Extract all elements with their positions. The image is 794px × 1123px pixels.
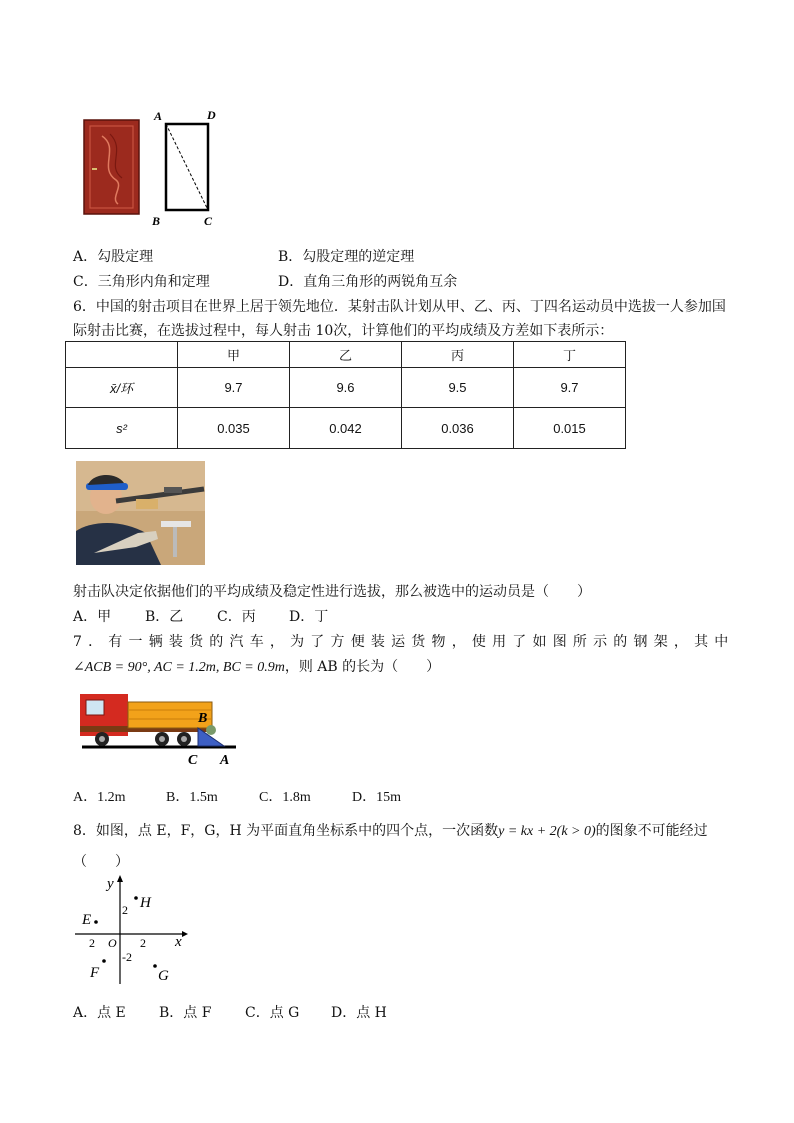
truck-figure xyxy=(78,688,238,768)
q8-options xyxy=(73,1002,387,1022)
q7-options xyxy=(73,786,401,806)
q8-option-a: A．点 E xyxy=(73,1005,126,1021)
origin-label: O xyxy=(108,936,117,950)
table-row xyxy=(66,368,626,408)
tick-neg-y: -2 xyxy=(122,950,132,964)
q7-option-d: D．15m xyxy=(352,790,401,805)
q8-option-b: B．点 F xyxy=(159,1005,212,1021)
table-cell: 0.042 xyxy=(290,408,402,449)
tick-neg-x: 2 xyxy=(89,936,95,950)
label-a: A xyxy=(154,109,163,123)
point-f-label: F xyxy=(90,965,100,981)
label-a: A xyxy=(220,753,230,768)
coordinate-figure xyxy=(70,870,195,988)
q6-question: 射击队决定依据他们的平均成绩及稳定性进行选拔，那么被选中的运动员是（ ） xyxy=(73,584,591,600)
axis-y-label: y xyxy=(107,876,114,892)
door-diagonal xyxy=(166,124,208,210)
table-row-label: x̄/环 xyxy=(66,368,178,408)
q6-option-a: A．甲 xyxy=(73,609,112,625)
table-header-cell xyxy=(66,342,178,368)
q5-option-c: C．三角形内角和定理 xyxy=(73,274,210,290)
q5-option-b: B．勾股定理的逆定理 xyxy=(278,249,415,265)
q6-stem-line1: 6．中国的射击项目在世界上居于领先地位．某射击队计划从甲、乙、丙、丁四名运动员中选拔一人参加国 xyxy=(73,299,726,315)
tick-pos-x: 2 xyxy=(140,936,146,950)
q8-function-math: y = kx + 2(k > 0) xyxy=(498,824,596,839)
q8-option-d: D．点 H xyxy=(331,1005,387,1021)
point-h-label: H xyxy=(140,895,151,911)
table-cell: 0.036 xyxy=(402,408,514,449)
table-cell: 9.5 xyxy=(402,368,514,408)
q7-option-b: B．1.5m xyxy=(166,790,218,805)
q8-stem-line1: 8．如图，点 E，F，G，H 为平面直角坐标系中的四个点，一次函数y = kx + 2(k > 0)的图象不可能经过 xyxy=(73,823,708,839)
label-c: C xyxy=(188,753,198,768)
q7-option-c: C．1.8m xyxy=(259,790,311,805)
table-row-label: s² xyxy=(66,408,178,449)
q8-option-c: C．点 G xyxy=(245,1005,300,1021)
label-b: B xyxy=(198,711,208,726)
point-f-dot xyxy=(102,959,106,963)
q7-ask: ，则 AB 的长为（ ） xyxy=(284,659,441,675)
point-g-dot xyxy=(153,964,157,968)
q6-stats-table xyxy=(65,341,626,449)
table-header-cell: 甲 xyxy=(178,342,290,368)
q7-given-math: ∠ACB = 90°, AC = 1.2m, BC = 0.9m xyxy=(73,660,285,675)
point-g-label: G xyxy=(158,968,169,984)
shooter-photo xyxy=(76,461,205,565)
door-figure xyxy=(80,108,220,228)
label-b: B xyxy=(152,214,161,228)
q5-options-row2 xyxy=(73,271,457,291)
table-header-cell: 丙 xyxy=(402,342,514,368)
table-header-cell: 乙 xyxy=(290,342,402,368)
q6-options xyxy=(73,606,328,626)
point-e-dot xyxy=(94,920,98,924)
table-cell: 9.6 xyxy=(290,368,402,408)
q7-stem-line2 xyxy=(73,656,440,676)
q7-option-a: A．1.2m xyxy=(73,790,126,805)
door-image xyxy=(84,120,139,214)
table-cell: 0.035 xyxy=(178,408,290,449)
table-header-row xyxy=(66,342,626,368)
table-cell: 9.7 xyxy=(178,368,290,408)
q5-option-d: D．直角三角形的两锐角互余 xyxy=(278,274,458,290)
point-h-dot xyxy=(134,896,138,900)
truck-image xyxy=(80,694,212,746)
table-cell: 0.015 xyxy=(514,408,626,449)
q8-stem-line2: （ ） xyxy=(73,854,129,870)
cargo-ball xyxy=(206,725,216,735)
table-header-cell: 丁 xyxy=(514,342,626,368)
q6-option-b: B．乙 xyxy=(145,609,184,625)
q6-option-c: C．丙 xyxy=(217,609,256,625)
q5-option-a: A．勾股定理 xyxy=(73,249,154,265)
q6-stem-line2: 际射击比赛，在选拔过程中，每人射击 10次，计算他们的平均成绩及方差如下表所示： xyxy=(73,323,614,339)
table-row xyxy=(66,408,626,449)
q7-stem-line1: 7．有一辆装货的汽车，为了方便装运货物，使用了如图所示的钢架，其中 xyxy=(73,634,735,650)
table-cell: 9.7 xyxy=(514,368,626,408)
q6-option-d: D．丁 xyxy=(289,609,329,625)
point-e-label: E xyxy=(82,912,92,928)
tick-pos-y: 2 xyxy=(122,903,128,917)
axis-x-label: x xyxy=(175,934,182,950)
q5-options-row1 xyxy=(73,246,414,266)
label-d: D xyxy=(207,108,216,122)
label-c: C xyxy=(204,214,213,228)
